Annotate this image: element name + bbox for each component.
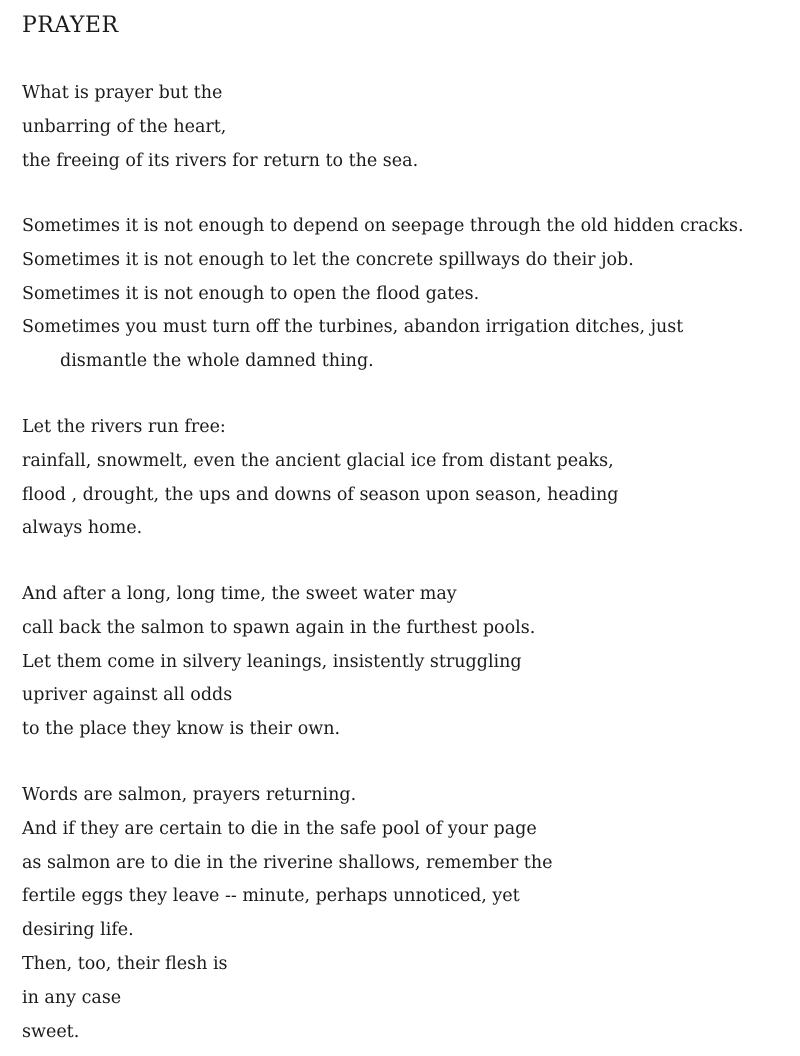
poem-line: What is prayer but the — [22, 83, 223, 103]
poem-line: And after a long, long time, the sweet water may — [22, 584, 457, 604]
poem-line: Sometimes you must turn off the turbines, abandon irrigation ditches, just — [22, 317, 684, 338]
poem-line: rainfall, snowmelt, even the ancient glacial ice from distant peaks, — [22, 450, 614, 471]
poem-line: flood , drought, the ups and downs of season upon season, heading — [22, 484, 619, 505]
poem-line: call back the salmon to spawn again in the furthest pools. — [22, 617, 536, 638]
poem-line: to the place they know is their own. — [22, 719, 341, 740]
poem-line: as salmon are to die in the riverine shallows, remember the — [22, 852, 553, 873]
poem-line: Sometimes it is not enough to depend on seepage through the old hidden cracks. — [22, 216, 744, 236]
stanza-4 — [22, 578, 792, 747]
stanza-5 — [22, 779, 792, 1049]
poem-line: Sometimes it is not enough to let the concrete spillways do their job. — [22, 249, 634, 270]
poem-line: always home. — [22, 518, 143, 539]
poem-line: in any case — [22, 987, 122, 1008]
poem-line: upriver against all odds — [22, 685, 233, 706]
poem-line: Let the rivers run free: — [22, 417, 226, 437]
stanza-1 — [22, 77, 792, 178]
poem-line: desiring life. — [22, 920, 134, 941]
poem-line-indented: dismantle the whole damned thing. — [60, 351, 374, 372]
poem-line: Let them come in silvery leanings, insistently struggling — [22, 651, 522, 672]
poem-line: sweet. — [22, 1021, 80, 1042]
poem-line: the freeing of its rivers for return to the sea. — [22, 150, 419, 171]
stanza-3 — [22, 411, 792, 546]
poem-line: And if they are certain to die in the safe pool of your page — [22, 818, 537, 839]
poem-line: Words are salmon, prayers returning. — [22, 785, 357, 805]
poem-line: fertile eggs they leave -- minute, perhaps unnoticed, yet — [22, 886, 520, 907]
poem-line: unbarring of the heart, — [22, 116, 227, 137]
poem-line: Then, too, their flesh is — [22, 953, 228, 974]
stanza-2 — [22, 210, 792, 379]
poem-line: Sometimes it is not enough to open the flood gates. — [22, 283, 480, 304]
poem-title: PRAYER — [22, 13, 119, 38]
